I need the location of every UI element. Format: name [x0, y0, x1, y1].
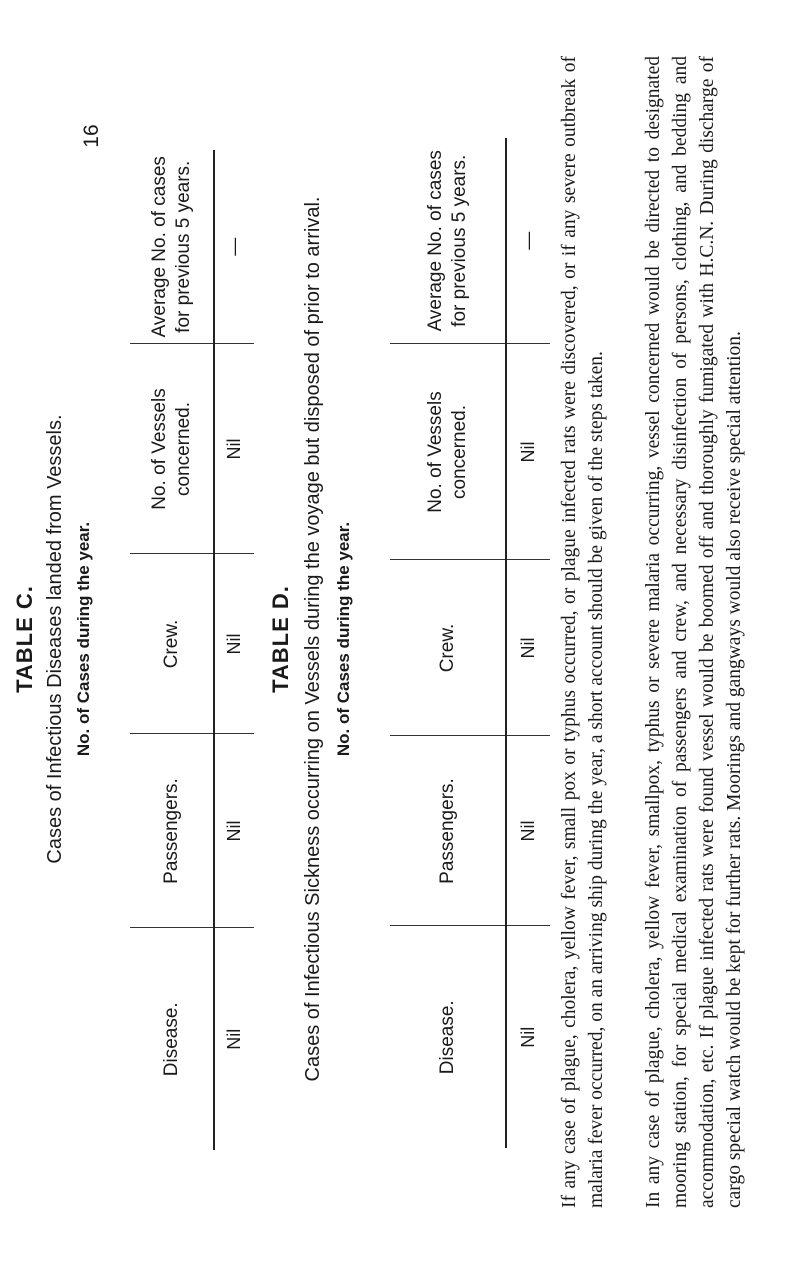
table-d-header-vessels: No. of Vessels concerned.: [390, 344, 506, 560]
table-d: [390, 138, 550, 1148]
table-d-row: [506, 138, 550, 1148]
table-c-header-row: [130, 150, 214, 1150]
table-d-header-passengers: Passengers.: [390, 736, 506, 926]
table-d-caption: Cases of Infectious Sickness occurring on Vessels during the voyage but disposed of prior to arrival.: [302, 196, 324, 1082]
table-d-cell-crew: Nil: [506, 560, 550, 736]
table-c-header-disease: Disease.: [130, 928, 214, 1150]
table-c-header-crew: Crew.: [130, 554, 214, 734]
table-c-cell-disease: Nil: [224, 1028, 244, 1050]
table-c-header-vessels: No. of Vessels concerned.: [130, 344, 214, 554]
table-c-caption: Cases of Infectious Diseases landed from Vessels.: [44, 414, 66, 864]
table-c-header-passengers: Passengers.: [130, 734, 214, 928]
paragraph-question: If any case of plague, cholera, yellow fever, small pox or typhus occurred, or plague infected rats were discovered, or if any severe outbreak of malaria fever occurred, on an arriving ship during the year, a short account should be given of the steps taken.: [559, 56, 607, 1208]
table-d-header-row: [390, 138, 506, 1148]
table-d-cell-average: —: [506, 138, 550, 344]
table-d-header-average: Average No. of cases for previous 5 years.: [390, 138, 506, 344]
table-c-cell-crew: Nil: [214, 554, 254, 734]
table-c-subtitle: No. of Cases during the year.: [74, 521, 93, 757]
table-d-header-disease: Disease.: [390, 926, 506, 1148]
paragraph-answer: In any case of plague, cholera, yellow fever, smallpox, typhus or severe malaria occurring, vessel concerned would be directed to designated mooring station, for special medical examination of passengers and crew, and necessary disinfection of persons, clothing, and bedding and accommodation, etc. If plague infected rats were found vessel would be boomed off and thoroughly fumigated with H.C.N. During discharge of cargo special watch would be kept for further rats. Moorings and gangways would also receive special attention.: [643, 56, 745, 1208]
table-d-header-crew: Crew.: [390, 560, 506, 736]
page-number: 16: [80, 124, 103, 148]
table-c-cell-average: —: [214, 150, 254, 344]
table-d-subtitle: No. of Cases during the year.: [334, 521, 353, 757]
table-d-cell-vessels: Nil: [506, 344, 550, 560]
table-d-title: TABLE D.: [268, 585, 293, 693]
table-c-title: TABLE C.: [12, 585, 37, 693]
table-d-cell-passengers: Nil: [506, 736, 550, 926]
table-c-cell-passengers: Nil: [214, 734, 254, 928]
table-c: [130, 150, 254, 1150]
table-c-row: [214, 150, 254, 1150]
table-d-cell-disease: Nil: [518, 1026, 538, 1048]
table-c-cell-vessels: Nil: [214, 344, 254, 554]
table-c-header-average: Average No. of cases for previous 5 years.: [130, 150, 214, 344]
